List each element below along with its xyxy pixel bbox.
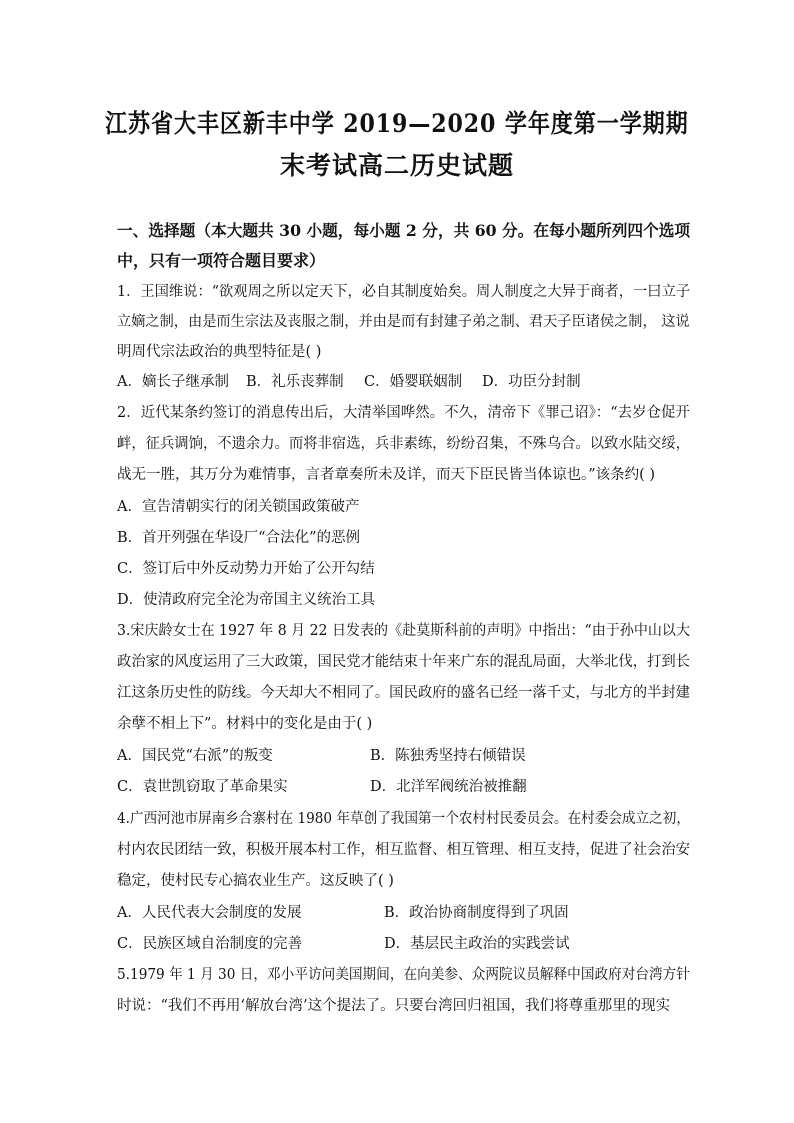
q1-option-c: C．婚婴联姻制: [364, 374, 463, 390]
exam-title-line-2: 末考试高二历史试题: [280, 151, 515, 180]
q3-text-line-1: 3.宋庆龄女士在 1927 年 8 月 22 日发表的《赴莫斯科前的声明》中指出：“由于孙中山以大: [117, 623, 690, 639]
q4-text-line-2: 村内农民团结一致，积极开展本村工作，相互监督、相互管理、相互支持，促进了社会治安: [117, 842, 690, 858]
q4-option-c: C．民族区域自治制度的完善: [117, 936, 303, 952]
q4-option-a: A．人民代表大会制度的发展: [117, 905, 302, 921]
q1-option-b: B．礼乐丧葬制: [246, 374, 344, 390]
q3-option-c: C．袁世凯窃取了革命果实: [117, 779, 288, 795]
q2-option-a: A．宣告清朝实行的闭关锁国政策破产: [117, 499, 360, 515]
q4-option-d: D．基层民主政治的实践尝试: [384, 936, 570, 952]
q1-text-line-1: 1．王国维说：“欲观周之所以定天下，必自其制度始矣。周人制度之大异于商者，一曰立子: [117, 284, 691, 300]
q3-option-a: A．国民党“右派”的叛变: [117, 748, 273, 764]
q5-text-line-1: 5.1979 年 1 月 30 日，邓小平访问美国期间，在向美参、众两院议员解释中国政府对台湾方针: [117, 967, 690, 983]
q2-text-line-2: 衅，征兵调饷，不遗余力。而将非宿选，兵非素练，纷纷召集，不殊乌合。以致水陆交绥，: [117, 436, 690, 452]
q5-text-line-2: 时说：“我们不再用‘解放台湾’这个提法了。只要台湾回归祖国，我们将尊重那里的现实: [117, 998, 671, 1014]
q3-text-line-2: 政治家的风度运用了三大政策，国民党才能结束十年来广东的混乱局面，大举北伐，打到长: [117, 654, 690, 670]
q2-text-line-3: 战无一胜，其万分为难情事，言者章奏所未及详，而天下臣民皆当体谅也。”该条约( ): [117, 467, 656, 483]
q3-option-b: B．陈独秀坚持右倾错误: [370, 748, 526, 764]
q3-option-d: D．北洋军阀统治被推翻: [370, 779, 527, 795]
q2-option-b: B．首开列强在华设厂“合法化”的恶例: [117, 530, 360, 546]
q2-text-line-1: 2．近代某条约签订的消息传出后，大清举国哗然。不久，清帝下《罪己诏》：“去岁仓促开: [117, 405, 690, 421]
q1-option-a: A．嫡长子继承制: [117, 374, 229, 390]
section-heading-line-1: 一、选择题（本大题共 30 小题，每小题 2 分，共 60 分。在每小题所列四个选项: [117, 221, 691, 240]
exam-title-line-1: 江苏省大丰区新丰中学 2019—2020 学年度第一学期期: [105, 109, 689, 138]
q2-option-d: D．使清政府完全沦为帝国主义统治工具: [117, 592, 376, 608]
q3-text-line-4: 余孽不相上下”。材料中的变化是由于( ): [117, 716, 373, 732]
q4-text-line-1: 4.广西河池市屏南乡合寨村在 1980 年草创了我国第一个农村村民委员会。在村委会成立之初，: [117, 811, 690, 827]
q1-text-line-3: 明周代宗法政治的典型特征是( ): [117, 344, 322, 360]
q4-text-line-3: 稳定，使村民专心搞农业生产。这反映了( ): [117, 873, 394, 889]
section-heading-line-2: 中，只有一项符合题目要求）: [117, 251, 326, 270]
q1-text-line-2: 立嫡之制，由是而生宗法及丧服之制，并由是而有封建子弟之制、君天子臣诸侯之制， 这说: [117, 314, 690, 330]
q1-option-d: D．功臣分封制: [482, 374, 581, 390]
q3-text-line-3: 江这条历史性的防线。今天却大不相同了。国民政府的盛名已经一落千丈，与北方的半封建: [117, 685, 690, 701]
q2-option-c: C．签订后中外反动势力开始了公开勾结: [117, 561, 375, 577]
q4-option-b: B．政治协商制度得到了巩固: [384, 905, 569, 921]
